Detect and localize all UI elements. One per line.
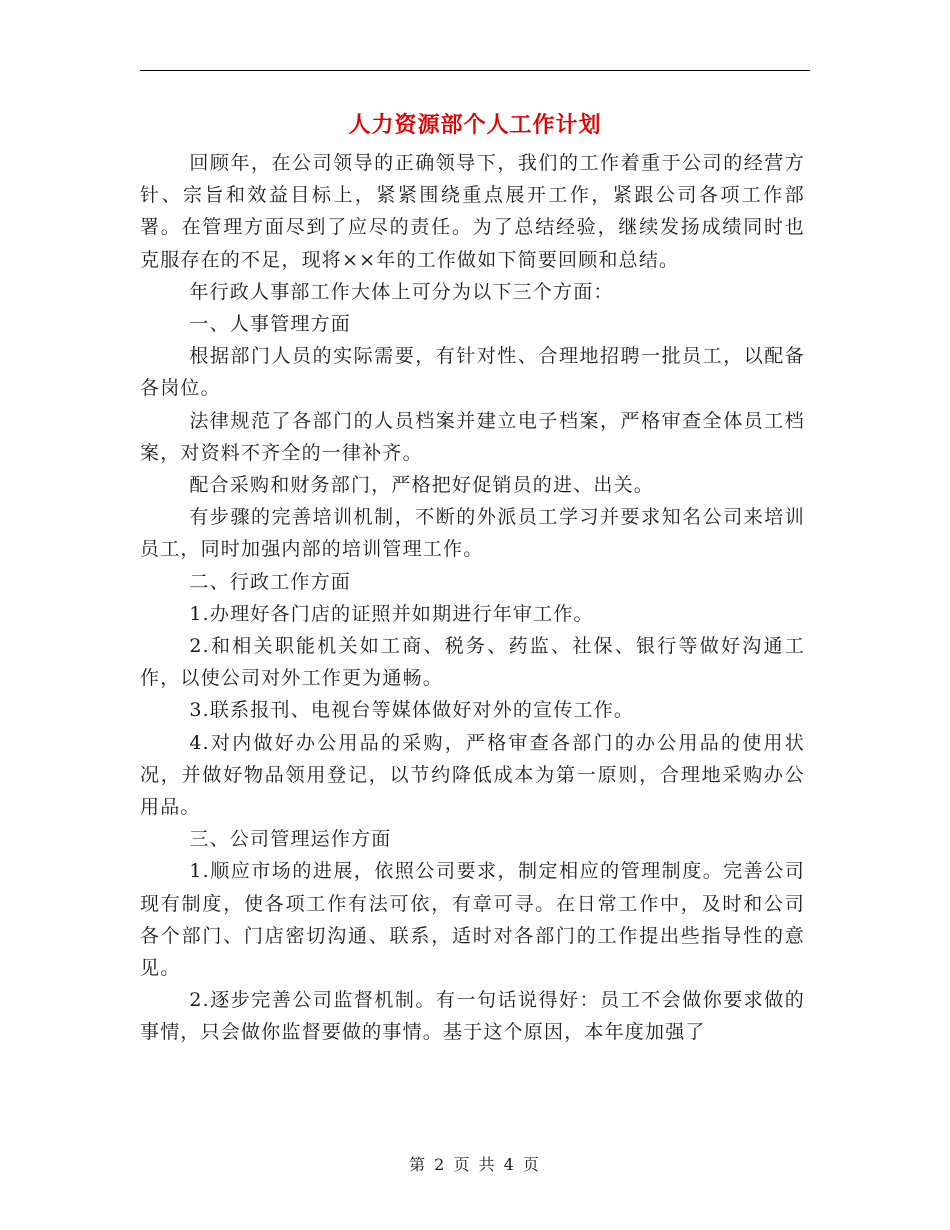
paragraph-recruitment: 根据部门人员的实际需要，有针对性、合理地招聘一批员工，以配备各岗位。 (140, 345, 805, 400)
paragraph-archives: 法律规范了各部门的人员档案并建立电子档案，严格审查全体员工档案，对资料不齐全的一律补齐。 (140, 409, 805, 464)
list-item-admin-3: 3.联系报刊、电视台等媒体做好对外的宣传工作。 (189, 699, 635, 722)
list-item-management-1: 1.顺应市场的进展，依照公司要求，制定相应的管理制度。完善公司现有制度，使各项工作有法可依，有章可寻。在日常工作中，及时和公司各个部门、门店密切沟通、联系，适时对各部门的工作提出些指导性的意见。 (140, 860, 805, 980)
list-item-admin-4: 4.对内做好办公用品的采购，严格审查各部门的办公用品的使用状况，并做好物品领用登记，以节约降低成本为第一原则，合理地采购办公用品。 (140, 731, 805, 819)
paragraph-training: 有步骤的完善培训机制，不断的外派员工学习并要求知名公司来培训员工，同时加强内部的培训管理工作。 (140, 506, 805, 561)
document-body (140, 147, 805, 1049)
header-rule (140, 70, 810, 71)
document-title: 人力资源部个人工作计划 (348, 112, 602, 138)
section-heading-management: 三、公司管理运作方面 (189, 828, 392, 851)
section-heading-hr: 一、人事管理方面 (189, 313, 351, 336)
list-item-admin-2: 2.和相关职能机关如工商、税务、药监、社保、银行等做好沟通工作，以使公司对外工作更为通畅。 (140, 635, 805, 690)
list-item-management-2: 2.逐步完善公司监督机制。有一句话说得好：员工不会做你要求做的事情，只会做你监督要做的事情。基于这个原因，本年度加强了 (140, 989, 805, 1044)
paragraph-overview: 年行政人事部工作大体上可分为以下三个方面： (189, 280, 614, 303)
page-number: 第 2 页 共 4 页 (409, 1155, 541, 1174)
paragraph-purchasing: 配合采购和财务部门，严格把好促销员的进、出关。 (189, 474, 654, 497)
list-item-admin-1: 1.办理好各门店的证照并如期进行年审工作。 (189, 602, 594, 625)
paragraph-review: 回顾年，在公司领导的正确领导下，我们的工作着重于公司的经营方针、宗旨和效益目标上，紧紧围绕重点展开工作，紧跟公司各项工作部署。在管理方面尽到了应尽的责任。为了总结经验，继续发扬成绩同时也克服存在的不足，现将××年的工作做如下简要回顾和总结。 (140, 152, 805, 271)
section-heading-admin: 二、行政工作方面 (189, 570, 351, 593)
